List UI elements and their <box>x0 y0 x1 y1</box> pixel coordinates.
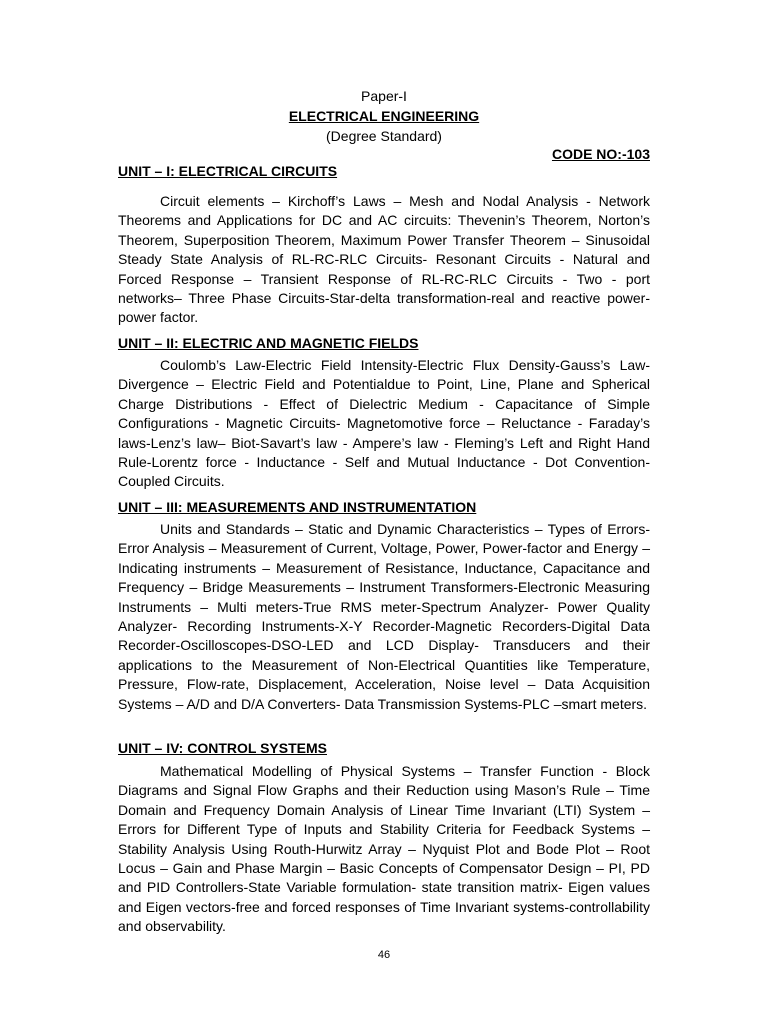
paper-label: Paper-I <box>361 88 407 104</box>
document-header <box>118 86 650 146</box>
unit-2-heading: UNIT – II: ELECTRIC AND MAGNETIC FIELDS <box>118 335 419 351</box>
unit-4-body: Mathematical Modelling of Physical Systems – Transfer Function - Block Diagrams and Signal Flow Graphs and their Reduction using Mason’s Rule – Time Domain and Frequency Domain Analysis of Linear Time Invariant (LTI) System – Errors for Different Type of Inputs and Stability Criteria for Feedback Systems – Stability Analysis Using Routh-Hurwitz Array – Nyquist Plot and Bode Plot – Root Locus – Gain and Phase Margin – Basic Concepts of Compensator Design – PI, PD and PID Controllers-State Variable formulation- state transition matrix- Eigen values and Eigen vectors-free and forced responses of Time Invariant systems-controllability and observability. <box>118 763 650 935</box>
unit-4-heading: UNIT – IV: CONTROL SYSTEMS <box>118 740 327 756</box>
unit-3-heading: UNIT – III: MEASUREMENTS AND INSTRUMENTATION <box>118 499 477 515</box>
unit-3-body: Units and Standards – Static and Dynamic Characteristics – Types of Errors-Error Analysis – Measurement of Current, Voltage, Power, Power-factor and Energy – Indicating instruments – Measurement of Resistance, Inductance, Capacitance and Frequency – Bridge Measurements – Instrument Transformers-Electronic Measuring Instruments – Multi meters-True RMS meter-Spectrum Analyzer- Power Quality Analyzer- Recording Instruments-X-Y Recorder-Magnetic Recorders-Digital Data Recorder-Oscilloscopes-DSO-LED and LCD Display- Transducers and their applications to the Measurement of Non-Electrical Quantities like Temperature, Pressure, Flow-rate, Displacement, Acceleration, Noise level – Data Acquisition Systems – A/D and D/A Converters- Data Transmission Systems-PLC –smart meters. <box>118 521 650 712</box>
subject-title: ELECTRICAL ENGINEERING <box>288 108 480 124</box>
page-number: 46 <box>377 949 391 961</box>
code-number: CODE NO:-103 <box>551 146 650 162</box>
degree-standard: (Degree Standard) <box>326 128 442 144</box>
unit-2-body: Coulomb’s Law-Electric Field Intensity-Electric Flux Density-Gauss’s Law-Divergence – Electric Field and Potentialdue to Point, Line, Plane and Spherical Charge Distributions - Effect of Dielectric Medium - Capacitance of Simple Configurations - Magnetic Circuits- Magnetomotive force – Reluctance - Faraday’s laws-Lenz’s law– Biot-Savart’s law - Ampere’s law - Fleming’s Left and Right Hand Rule-Lorentz force - Inductance - Self and Mutual Inductance - Dot Convention-Coupled Circuits. <box>118 357 650 490</box>
unit-1-body: Circuit elements – Kirchoff’s Laws – Mesh and Nodal Analysis - Network Theorems and Applications for DC and AC circuits: Thevenin’s Theorem, Norton’s Theorem, Superposition Theorem, Maximum Power Transfer Theorem – Sinusoidal Steady State Analysis of RL-RC-RLC Circuits- Resonant Circuits - Natural and Forced Response – Transient Response of RL-RC-RLC Circuits - Two - port networks– Three Phase Circuits-Star-delta transformation-real and reactive power-power factor. <box>118 193 650 326</box>
unit-1-heading: UNIT – I: ELECTRICAL CIRCUITS <box>118 163 338 179</box>
